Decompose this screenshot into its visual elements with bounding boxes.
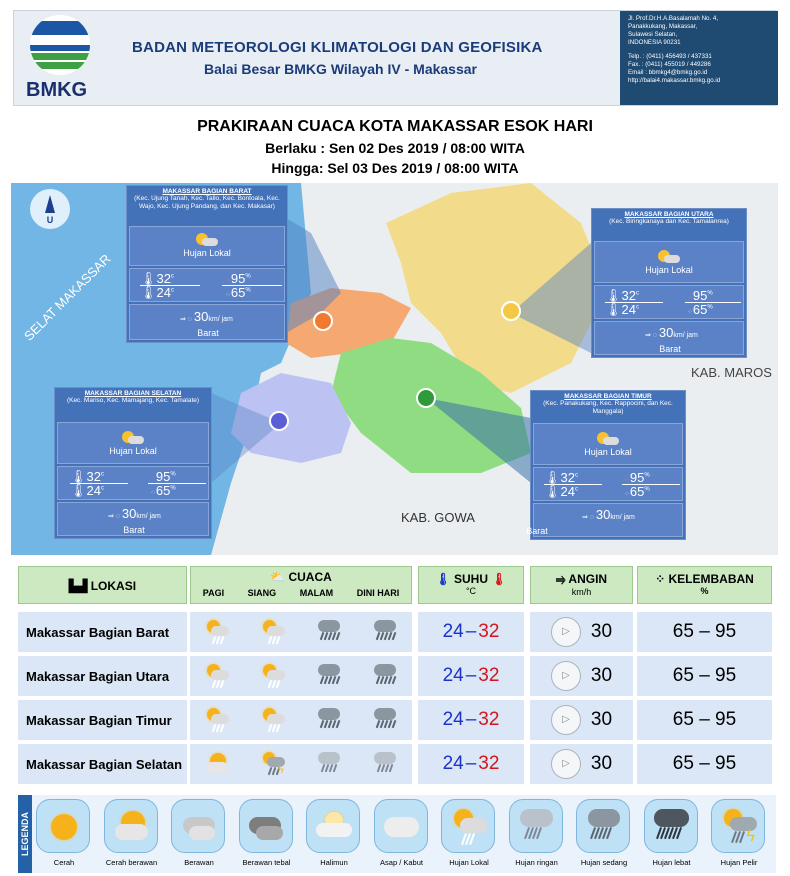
humidity-range: 65 – 95 [672,621,737,642]
wind-direction: Barat [659,344,681,354]
weather-panel [533,423,683,465]
temp-hum-panel [57,466,209,500]
factory-icon: ▙▟ [68,579,91,593]
humidity-cell [637,744,772,784]
wind-speed: 30 [193,309,209,324]
legend-label: Cerah berawan [105,858,158,867]
weather-cell [190,700,412,740]
range-dash: – [465,753,477,774]
address-line: Panakkukang, Makassar, [628,23,698,30]
wind-icon: ⇒ ◌ [180,316,194,323]
barat-marker [314,312,332,330]
humidity-icon: ⁘ [150,476,156,483]
temp-min: 24 [442,665,464,686]
address-line: Sulawesi Selatan, [628,31,678,38]
hujan-lokal-icon [258,617,288,647]
temp-min: 24 [86,483,101,498]
region-title: MAKASSAR BAGIAN TIMUR [564,393,652,400]
legend-item [374,799,430,869]
header-lokasi: ▙▟ LOKASI [18,566,187,604]
temp-min: 24 [621,302,636,317]
temp-max: 32 [478,665,500,686]
wind-cell [530,744,633,784]
pct-unit: % [245,287,251,294]
wind-speed: 30 [590,665,613,686]
hujan-sedang-icon [314,661,344,691]
wind-rose-icon: ▷ [551,705,581,735]
region-districts: (Kec. Panakukang, Kec. Rappocini, dan Kec. Manggala) [543,400,673,415]
temp-max: 32 [621,288,636,303]
hujan-ringan-icon [509,799,563,853]
humidity-range: 65 – 95 [672,665,737,686]
temp-range [418,612,524,652]
legend-item [306,799,362,869]
region-districts: (Kec. Ujung Tanah, Kec. Tallo, Kec. Bontoala, Kec. Wajo, Kec. Ujung Pandang, dan Kec. Makasar) [134,195,280,210]
contact-line: Fax. : (0411) 455019 / 449286 [628,61,711,68]
region-box-selatan [54,387,212,539]
range-dash: – [465,621,477,642]
forecast-table [14,564,777,792]
hujan-sedang-icon [314,617,344,647]
humidity-icon: ⁘ [150,490,156,497]
hujan-sedang-icon [576,799,630,853]
contact-line: Telp. : (0411) 456493 / 437331 [628,53,712,60]
legend-item [36,799,92,869]
humidity-icon: ⁘ [624,477,630,484]
temp-max: 32 [86,469,101,484]
temp-range [418,744,524,784]
hujan-lokal-icon [595,432,621,446]
thermometer-icon: 🌡 [140,271,157,286]
thermometer-icon: 🌡 [70,469,87,484]
wind-speed: 30 [590,753,613,774]
legend-item [576,799,632,869]
header-cuaca: ⛅ CUACA PAGI SIANG MALAM DINI HARI [190,566,412,604]
weather-cell [190,612,412,652]
thermometer-icon: 🌡 [140,285,157,300]
pct-unit: % [644,472,650,479]
hujan-lokal-icon [202,617,232,647]
weather-panel [129,226,285,266]
period-pagi: PAGI [202,588,225,598]
region-box-utara [591,208,747,358]
temp-hum-panel [594,285,744,319]
hujan-lokal-icon [656,250,682,264]
period-dini-hari: DINI HARI [356,588,400,598]
sea-label: SELAT MAKASSAR [21,251,114,344]
humidity-cell [637,656,772,696]
weather-label: Hujan Lokal [645,265,693,275]
selatan-marker [270,412,288,430]
region-box-timur [526,390,686,540]
weather-panel [57,422,209,464]
weather-label: Hujan Lokal [183,248,231,258]
hum-min: 65 [230,285,246,300]
hujan-lebat-icon [644,799,698,853]
legend-label: Halimun [320,858,348,867]
north-label: U [46,215,54,225]
branch-name: Balai Besar BMKG Wilayah IV - Makassar [204,61,477,77]
deg-unit: c [574,472,578,479]
location-name: Makassar Bagian Utara [18,656,187,696]
region-box-barat [126,185,288,343]
header-angin: ⥤ ANGIN km/h [530,566,633,604]
header-suhu: 🌡 SUHU 🌡 °C [418,566,524,604]
hujan-lokal-icon [258,661,288,691]
legend-item [441,799,497,869]
gowa-label: KAB. GOWA [401,510,475,525]
hujan-sedang-icon [370,617,400,647]
address-line: INDONESIA 90231 [628,39,681,46]
wind-direction: Barat [197,328,219,338]
humidity-icon: ⁘ [225,278,231,285]
legend-item [644,799,700,869]
wind-cell [530,612,633,652]
deg-unit: c [170,287,174,294]
pct-unit: % [245,273,251,280]
hujan-sedang-icon [314,705,344,735]
cerah-berawan-icon [202,749,232,779]
region-title: MAKASSAR BAGIAN BARAT [162,188,252,195]
legend-label: Cerah [53,858,75,867]
humidity-range: 65 – 95 [672,709,737,730]
wind-icon: ⥤ [555,572,569,586]
legend-label: Hujan sedang [580,858,628,867]
hujan-pelir-icon: ϟ [258,749,288,779]
wind-speed: 30 [595,507,611,522]
contact-line[interactable]: http://balai4.makassar.bmkg.go.id [628,77,721,84]
wind-speed: 30 [590,709,613,730]
hum-min: 65 [629,484,645,499]
hum-max: 95 [629,470,645,485]
humidity-icon: ⁘ [655,572,669,586]
contact-line: Email : bbmkg4@bmkg.go.id [628,69,708,76]
berawan-icon [171,799,225,853]
deg-unit: c [100,471,104,478]
timur-marker [417,389,435,407]
legend-label: Hujan Pelir [720,858,758,867]
wind-direction: Barat [123,525,145,535]
temp-range [418,700,524,740]
thermometer-icon: 🌡 [605,302,622,317]
wind-rose-icon: ▷ [551,617,581,647]
period-siang: SIANG [247,588,277,598]
location-name: Makassar Bagian Timur [18,700,187,740]
angin-unit: km/h [571,587,592,597]
legend-tag: LEGENDA [18,795,32,873]
deg-unit: c [574,486,578,493]
temp-min: 24 [156,285,171,300]
humidity-cell [637,700,772,740]
range-dash: – [465,665,477,686]
berawan-tebal-icon [239,799,293,853]
wind-panel [594,321,744,355]
humidity-cell [637,612,772,652]
wind-speed: 30 [658,325,674,340]
wind-speed: 30 [590,621,613,642]
thermometer-icon: 🌡 [70,483,87,498]
thermometer-icon: 🌡 [544,484,561,499]
temp-hum-panel [129,268,285,302]
legend-item [104,799,160,869]
header-banner [13,10,777,106]
legend-label: Hujan lebat [652,858,691,867]
temp-min: 24 [560,484,575,499]
legend-label: Asap / Kabut [380,858,423,867]
cerah-icon [36,799,90,853]
pct-unit: % [707,304,713,311]
temp-max: 32 [478,753,500,774]
pct-unit: % [170,485,176,492]
range-dash: – [465,709,477,730]
region-districts: (Kec. Mariso, Kec. Mamajang, Kec. Tamalate) [66,397,200,404]
wind-icon: ⇒ ◌ [582,514,596,521]
hum-max: 95 [692,288,708,303]
temp-max: 32 [156,271,171,286]
forecast-map [11,183,778,555]
thermometer-hot-icon: 🌡 [491,572,507,586]
weather-label: Hujan Lokal [109,446,157,456]
region-title: MAKASSAR BAGIAN UTARA [624,211,714,218]
hujan-ringan-icon [314,749,344,779]
wind-rose-icon: ▷ [551,661,581,691]
asap-kabut-icon [374,799,428,853]
hum-min: 65 [692,302,708,317]
humidity-icon: ⁘ [225,292,231,299]
location-name: Makassar Bagian Barat [18,612,187,652]
bmkg-logo-icon [30,15,90,75]
weather-cell [190,744,412,784]
legend-label: Hujan Lokal [449,858,489,867]
halimun-icon [306,799,360,853]
humidity-icon: ⁘ [687,309,693,316]
wind-cell [530,656,633,696]
sun-cloud-icon: ⛅ [270,570,289,584]
deg-unit: c [635,290,639,297]
temp-max: 32 [478,709,500,730]
hujan-lokal-icon [441,799,495,853]
wind-unit: km/ jam [136,513,161,520]
hujan-ringan-icon [370,749,400,779]
humidity-icon: ⁘ [624,491,630,498]
weather-label: Hujan Lokal [584,447,632,457]
page-title: PRAKIRAAN CUACA KOTA MAKASSAR ESOK HARI [197,118,593,135]
wind-panel [57,502,209,536]
pct-unit: % [707,290,713,297]
contact-block [620,11,778,105]
suhu-unit: °C [465,586,477,596]
deg-unit: c [170,273,174,280]
humidity-range: 65 – 95 [672,753,737,774]
region-title: MAKASSAR BAGIAN SELATAN [84,390,182,397]
legend-item [239,799,295,869]
humidity-icon: ⁘ [687,295,693,302]
valid-to: Hingga: Sel 03 Des 2019 / 08:00 WITA [271,160,519,176]
hujan-pelir-icon: ϟ [711,799,765,853]
thermometer-cold-icon: 🌡 [435,572,451,586]
north-arrow-icon [30,189,70,229]
deg-unit: c [100,485,104,492]
wind-icon: ⇒ ◌ [645,332,659,339]
hujan-sedang-icon [370,705,400,735]
region-districts: (Kec. Biringkanaya dan Kec. Tamalanrea) [609,218,729,225]
logo-text: BMKG [26,79,88,101]
wind-cell [530,700,633,740]
legend-label: Hujan ringan [515,858,558,867]
pct-unit: % [644,486,650,493]
legend-item [509,799,565,869]
thermometer-icon: 🌡 [544,470,561,485]
legend-label: Berawan tebal [242,858,291,867]
hujan-lokal-icon [202,661,232,691]
agency-name: BADAN METEOROLOGI KLIMATOLOGI DAN GEOFISIKA [132,39,543,56]
pct-unit: % [170,471,176,478]
temp-min: 24 [442,621,464,642]
deg-unit: c [635,304,639,311]
hujan-sedang-icon [370,661,400,691]
temp-max: 32 [560,470,575,485]
legend-item [171,799,227,869]
legend [18,795,776,873]
wind-direction: Barat [526,526,548,536]
temp-min: 24 [442,709,464,730]
hujan-lokal-icon [120,431,146,445]
wind-icon: ⇒ ◌ [108,513,122,520]
temp-range [418,656,524,696]
wind-unit: km/ jam [673,332,698,339]
thermometer-icon: 🌡 [605,288,622,303]
wind-unit: km/ jam [208,316,233,323]
legend-item [711,799,767,869]
hum-min: 65 [155,483,171,498]
wind-panel [129,304,285,340]
header-kelembaban: ⁘ KELEMBABAN % [637,566,772,604]
kelembaban-unit: % [700,586,709,596]
cerah-berawan-icon [104,799,158,853]
logo [14,11,106,105]
wind-rose-icon: ▷ [551,749,581,779]
hum-max: 95 [230,271,246,286]
hum-max: 95 [155,469,171,484]
wind-panel [526,503,683,537]
address-line: Jl. Prof.Dr.H.A.Basalamah No. 4, [628,15,719,22]
legend-label: Berawan [184,858,214,867]
temp-min: 24 [442,753,464,774]
hujan-lokal-icon [194,233,220,247]
wind-unit: km/ jam [610,514,635,521]
period-malam: MALAM [299,588,334,598]
temp-hum-panel [533,467,683,501]
hujan-lokal-icon [258,705,288,735]
hujan-lokal-icon [202,705,232,735]
location-name: Makassar Bagian Selatan [18,744,187,784]
valid-from: Berlaku : Sen 02 Des 2019 / 08:00 WITA [265,140,525,156]
weather-panel [594,241,744,283]
wind-speed: 30 [121,506,137,521]
maros-label: KAB. MAROS [691,365,772,380]
temp-max: 32 [478,621,500,642]
utara-marker [502,302,520,320]
weather-cell [190,656,412,696]
